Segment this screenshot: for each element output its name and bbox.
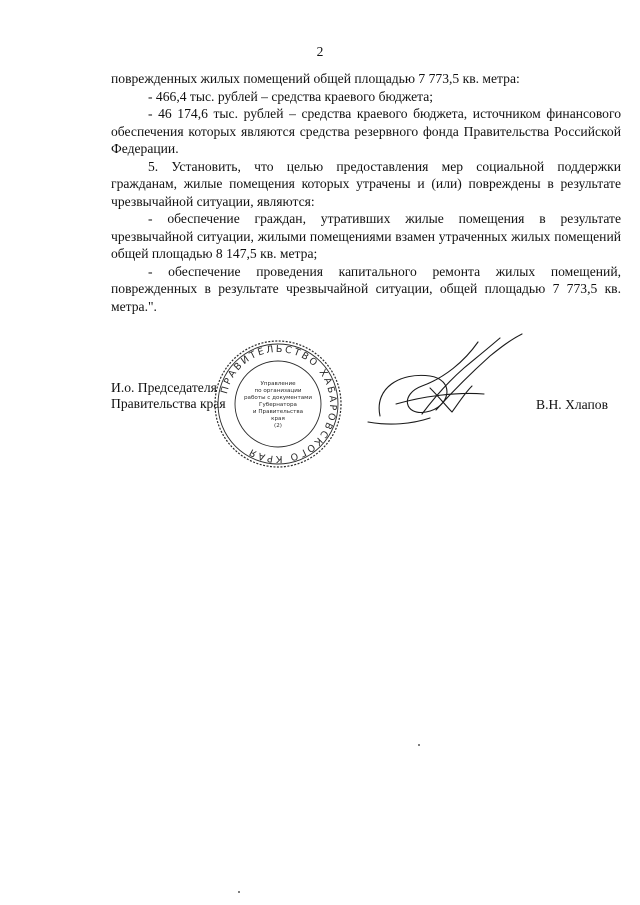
svg-text:края: края [271,416,285,422]
signatory-title [111,380,226,412]
page-number: 2 [316,44,324,59]
svg-text:ПРАВИТЕЛЬСТВО ХАБАРОВСКОГО КРА: ПРАВИТЕЛЬСТВО ХАБАРОВСКОГО КРАЯ [219,343,339,465]
document-body [111,70,621,315]
paragraph-item-5: 5. Установить, что целью предоставления мер социальной поддержки гражданам, жилые помещения которых утрачены и (или) повреждены в результате чрезвычайной ситуации, являются: [111,158,621,209]
signatory-title-line-1: И.о. Председателя [111,380,217,395]
paragraph-continuation: поврежденных жилых помещений общей площадью 7 773,5 кв. метра: [111,71,520,86]
scan-speck [238,891,240,893]
svg-text:Губернатора: Губернатора [259,402,297,408]
paragraph-funding-regional: - 466,4 тыс. рублей – средства краевого бюджета; [148,88,434,104]
paragraph-funding-reserve: - 46 174,6 тыс. рублей – средства краевого бюджета, источником финансового обеспечения которых являются средства резервного фонда Правительства Российской Федерации. [111,106,621,156]
svg-text:(2): (2) [274,423,282,429]
signatory-title-line-2: Правительства края [111,396,226,411]
svg-text:по организации: по организации [254,388,302,394]
scan-speck [418,744,420,746]
handwritten-signature [360,328,540,438]
paragraph-capital-repair: - обеспечение проведения капитального ремонта жилых помещений, поврежденных в результате чрезвычайной ситуации, общей площадью 7 773,5 кв. метра.". [111,263,621,314]
official-seal [212,338,344,470]
svg-text:Управление: Управление [260,381,296,387]
signatory-name: В.Н. Хлапов [536,397,609,412]
paragraph-housing-provision: - обеспечение граждан, утративших жилые помещения в результате чрезвычайной ситуации, жилыми помещениями взамен утраченных жилых помещений общей площадью 8 147,5 кв. метра; [111,211,621,261]
svg-text:работы с документами: работы с документами [244,395,312,401]
svg-text:и Правительства: и Правительства [252,409,304,415]
